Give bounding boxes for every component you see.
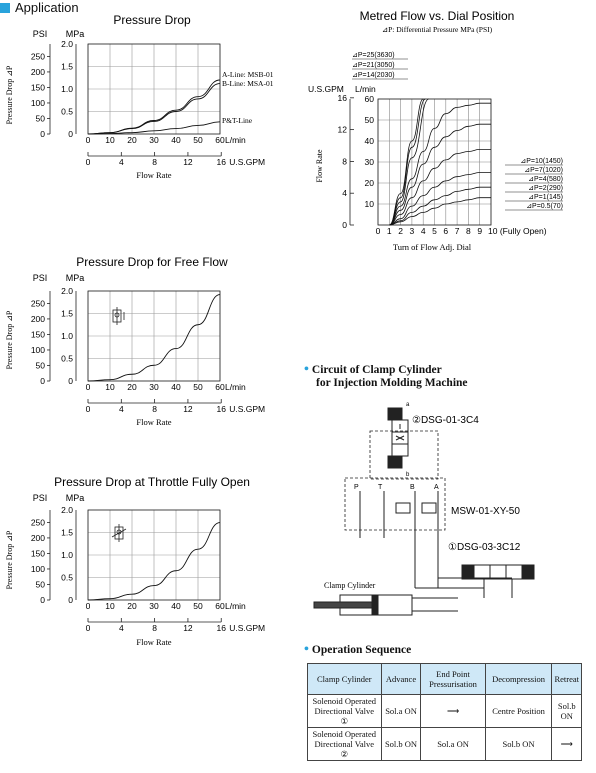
bullet-dot-icon: • <box>304 362 309 377</box>
x-tick-label: 0 <box>375 226 381 236</box>
gpm-unit: U.S.GPM <box>308 84 344 94</box>
chart-title: Pressure Drop for Free Flow <box>76 255 228 269</box>
y-axis-label: Pressure Drop ⊿P <box>5 530 14 590</box>
table-header-row <box>308 664 582 695</box>
gpm-tick-label: 0 <box>85 623 91 633</box>
x-tick-label: 60 <box>215 382 225 392</box>
mpa-unit: MPa <box>65 493 85 503</box>
mpa-tick-label: 1.0 <box>61 550 73 560</box>
series-label-a: A-Line: MSB-01 <box>222 70 274 79</box>
gpm-tick-label: 0 <box>342 220 347 230</box>
psi-tick-label: 100 <box>30 97 45 108</box>
lmin-tick-label: 10 <box>364 199 374 209</box>
gpm-tick-label: 4 <box>118 157 124 167</box>
cell-endpoint: Sol.a ON <box>421 728 485 761</box>
cell-endpoint <box>421 695 485 728</box>
gpm-unit-label: U.S.GPM <box>229 623 266 633</box>
clamp-cylinder-label: Clamp Cylinder <box>324 581 376 590</box>
x-tick-label: 50 <box>193 135 203 145</box>
port-b: B <box>410 484 415 491</box>
manifold-lines <box>360 491 438 588</box>
x-tick-label: 20 <box>127 135 137 145</box>
chart-metred-flow <box>300 6 596 256</box>
mpa-tick-label: 1.5 <box>61 527 73 538</box>
psi-unit: PSI <box>32 29 48 39</box>
mpa-unit: MPa <box>65 29 85 39</box>
psi-tick-label: 250 <box>30 517 45 528</box>
psi-tick-label: 50 <box>35 579 45 590</box>
arrow-right-icon: ⟶ <box>446 706 460 716</box>
chart-title: Pressure Drop <box>113 13 191 27</box>
mpa-tick-label: 0.5 <box>61 353 73 364</box>
circuit-title-line2: for Injection Molding Machine <box>316 377 468 389</box>
row-label: Solenoid Operated Directional Valve ② <box>308 728 382 761</box>
gpm-tick-label: 12 <box>183 404 193 414</box>
x-tick-label: 50 <box>193 601 203 611</box>
mpa-tick-label: 1.0 <box>61 331 73 341</box>
psi-tick-label: 150 <box>30 548 45 559</box>
series-label: ⊿P=10(1450) <box>520 158 563 165</box>
x-tick-label: 1 <box>386 226 392 236</box>
psi-tick-label: 250 <box>30 298 45 309</box>
hydraulic-circuit-diagram <box>310 398 590 633</box>
psi-tick-label: 100 <box>30 344 45 355</box>
psi-tick-label: 0 <box>40 595 45 605</box>
table-row <box>308 695 582 728</box>
x-tick-label: 60 <box>215 601 225 611</box>
mpa-tick-label: 0 <box>68 376 73 386</box>
sequence-heading-text: Operation Sequence <box>311 644 412 656</box>
gpm-tick-label: 12 <box>183 623 193 633</box>
chart-title: Pressure Drop at Throttle Fully Open <box>54 475 250 489</box>
x-tick-label: 30 <box>149 601 159 611</box>
chart-throttle-open <box>0 474 300 654</box>
check-valve-symbol <box>113 307 124 325</box>
application-heading-text: Application <box>15 0 79 15</box>
x-unit-label: L/min <box>225 382 246 392</box>
dashed-box-upper <box>370 431 438 479</box>
gpm-tick-label: 4 <box>118 404 124 414</box>
x-tick-label: 4 <box>420 226 426 236</box>
x-tick-label: 30 <box>149 382 159 392</box>
valve-mid-label: MSW-01-XY-50 <box>451 506 520 517</box>
x-tick-label: 50 <box>193 382 203 392</box>
port-a: A <box>434 484 439 491</box>
lmin-tick-label: 30 <box>364 157 374 167</box>
chart-subtitle: ⊿P: Differential Pressure MPa (PSI) <box>381 25 493 34</box>
cell-decomp: Centre Position <box>485 695 552 728</box>
gpm-tick-label: 8 <box>152 404 157 414</box>
x-tick-label: 20 <box>127 601 137 611</box>
header-cell: Clamp Cylinder <box>308 664 382 695</box>
mpa-tick-label: 0.5 <box>61 572 73 583</box>
solenoid-b-label: b <box>406 472 410 478</box>
psi-tick-label: 150 <box>30 82 45 93</box>
chart-title: Metred Flow vs. Dial Position <box>359 9 515 23</box>
circuit-title-line1: Circuit of Clamp Cylinder <box>311 364 442 376</box>
x-tick-label: 3 <box>409 226 415 236</box>
psi-tick-label: 200 <box>30 532 45 543</box>
clamp-cylinder-symbol <box>314 595 458 615</box>
x-tick-label: 2 <box>398 226 403 236</box>
bullet-dot-icon: • <box>304 642 309 657</box>
psi-unit: PSI <box>32 273 48 283</box>
x-tick-label: 0 <box>85 601 91 611</box>
mpa-unit: MPa <box>65 273 85 283</box>
series-line <box>389 198 491 225</box>
cell-advance: Sol.b ON <box>381 728 421 761</box>
lmin-unit: L/min <box>355 84 376 94</box>
gpm-tick-label: 8 <box>342 156 347 167</box>
y-axis-label: Pressure Drop ⊿P <box>5 310 14 370</box>
header-cell: Retreat <box>552 664 582 695</box>
lmin-tick-label: 50 <box>364 115 374 125</box>
header-cell: End Point Pressurisation <box>421 664 485 695</box>
x-tick-label: 40 <box>171 135 181 145</box>
x-tick-label: 30 <box>149 135 159 145</box>
mpa-tick-label: 0 <box>68 129 73 139</box>
valve-dsg01-symbol <box>388 408 408 468</box>
x-tick-label: 7 <box>454 226 460 236</box>
gpm-unit-label: U.S.GPM <box>229 404 266 414</box>
solenoid-a-label: a <box>406 402 410 408</box>
gpm-tick-label: 16 <box>216 404 226 414</box>
x-tick-label: 40 <box>171 601 181 611</box>
gpm-tick-label: 12 <box>337 124 347 135</box>
header-cell: Decompression <box>485 664 552 695</box>
gpm-tick-label: 4 <box>342 188 347 199</box>
x-tick-label: 10 <box>105 135 115 145</box>
series-label: ⊿P=21(3050) <box>352 62 395 69</box>
lmin-tick-label: 40 <box>364 136 374 146</box>
mpa-tick-label: 2.0 <box>61 286 73 296</box>
port-t: T <box>378 484 383 491</box>
gpm-tick-label: 16 <box>337 92 347 103</box>
series-label: ⊿P=7(1020) <box>524 167 563 174</box>
x-axis-label: Flow Rate <box>136 417 172 427</box>
arrow-right-icon: ⟶ <box>560 739 573 749</box>
table-row <box>308 728 582 761</box>
x-tick-label: 20 <box>127 382 137 392</box>
row-label: Solenoid Operated Directional Valve ① <box>308 695 382 728</box>
x-tick-label: 10 <box>105 601 115 611</box>
psi-tick-label: 100 <box>30 563 45 574</box>
x-tick-label: 5 <box>432 226 437 236</box>
sequence-heading <box>304 643 411 657</box>
series-label: ⊿P=25(3630) <box>352 52 395 59</box>
x-unit-label: L/min <box>225 135 246 145</box>
x-tick-label: 10 (Fully Open) <box>488 226 547 236</box>
psi-tick-label: 0 <box>40 129 45 139</box>
plot-area <box>31 39 265 167</box>
cell-decomp: Sol.b ON <box>485 728 552 761</box>
series-label: ⊿P=14(2030) <box>352 72 395 79</box>
x-tick-label: 0 <box>85 382 91 392</box>
psi-tick-label: 200 <box>30 66 45 77</box>
plot-area <box>31 505 265 633</box>
valve-right-label: ①DSG-03-3C12 <box>448 542 521 553</box>
x-tick-label: 40 <box>171 382 181 392</box>
x-tick-label: 10 <box>105 382 115 392</box>
x-tick-label: 9 <box>477 226 483 236</box>
operation-sequence-table <box>307 663 582 761</box>
psi-tick-label: 50 <box>35 113 45 124</box>
lmin-tick-label: 60 <box>364 94 374 104</box>
psi-tick-label: 200 <box>30 313 45 324</box>
mpa-tick-label: 1.0 <box>61 84 73 94</box>
plot-area <box>31 286 265 414</box>
cell-retreat: Sol.b ON <box>552 695 582 728</box>
x-axis-label: Flow Rate <box>136 170 172 180</box>
gpm-tick-label: 0 <box>85 404 91 414</box>
lmin-tick-label: 20 <box>364 178 374 188</box>
cell-advance: Sol.a ON <box>381 695 421 728</box>
x-tick-label: 60 <box>215 135 225 145</box>
mpa-tick-label: 1.5 <box>61 61 73 72</box>
psi-unit: PSI <box>32 493 48 503</box>
series-label: ⊿P=2(290) <box>528 185 563 192</box>
series-label-pt: P&T-Line <box>222 116 253 125</box>
circuit-title <box>304 363 468 390</box>
mpa-tick-label: 2.0 <box>61 39 73 49</box>
psi-tick-label: 0 <box>40 376 45 386</box>
series-label: ⊿P=0.5(70) <box>526 203 563 210</box>
mpa-tick-label: 0 <box>68 595 73 605</box>
x-axis-label: Turn of Flow Adj. Dial <box>392 242 472 252</box>
valve-dsg03-symbol <box>462 565 534 598</box>
gpm-tick-label: 8 <box>152 623 157 633</box>
header-cell: Advance <box>381 664 421 695</box>
x-tick-label: 8 <box>466 226 471 236</box>
port-p: P <box>354 484 359 491</box>
gpm-tick-label: 16 <box>216 157 226 167</box>
mpa-tick-label: 1.5 <box>61 308 73 319</box>
psi-tick-label: 250 <box>30 51 45 62</box>
x-tick-label: 6 <box>443 226 449 236</box>
gpm-unit-label: U.S.GPM <box>229 157 266 167</box>
chart-pressure-drop <box>0 10 300 190</box>
series-label: ⊿P=1(145) <box>528 194 563 201</box>
x-tick-label: 0 <box>85 135 91 145</box>
x-unit-label: L/min <box>225 601 246 611</box>
series-label: ⊿P=4(580) <box>528 176 563 183</box>
gpm-tick-label: 0 <box>85 157 91 167</box>
y-axis-label: Pressure Drop ⊿P <box>5 65 14 125</box>
cell-retreat <box>552 728 582 761</box>
psi-tick-label: 150 <box>30 329 45 340</box>
plot-area <box>338 52 563 236</box>
chart-free-flow <box>0 252 300 432</box>
mpa-tick-label: 2.0 <box>61 505 73 515</box>
gpm-tick-label: 4 <box>118 623 124 633</box>
x-axis-label: Flow Rate <box>136 637 172 647</box>
mpa-tick-label: 0.5 <box>61 106 73 117</box>
gpm-tick-label: 16 <box>216 623 226 633</box>
gpm-tick-label: 12 <box>183 157 193 167</box>
psi-tick-label: 50 <box>35 360 45 371</box>
gpm-tick-label: 8 <box>152 157 157 167</box>
series-label-b: B-Line: MSA-01 <box>222 79 274 88</box>
y-axis-label: Flow Rate <box>315 149 324 183</box>
throttle-valve-symbol <box>112 524 126 542</box>
valve-top-label: ②DSG-01-3C4 <box>412 415 479 426</box>
